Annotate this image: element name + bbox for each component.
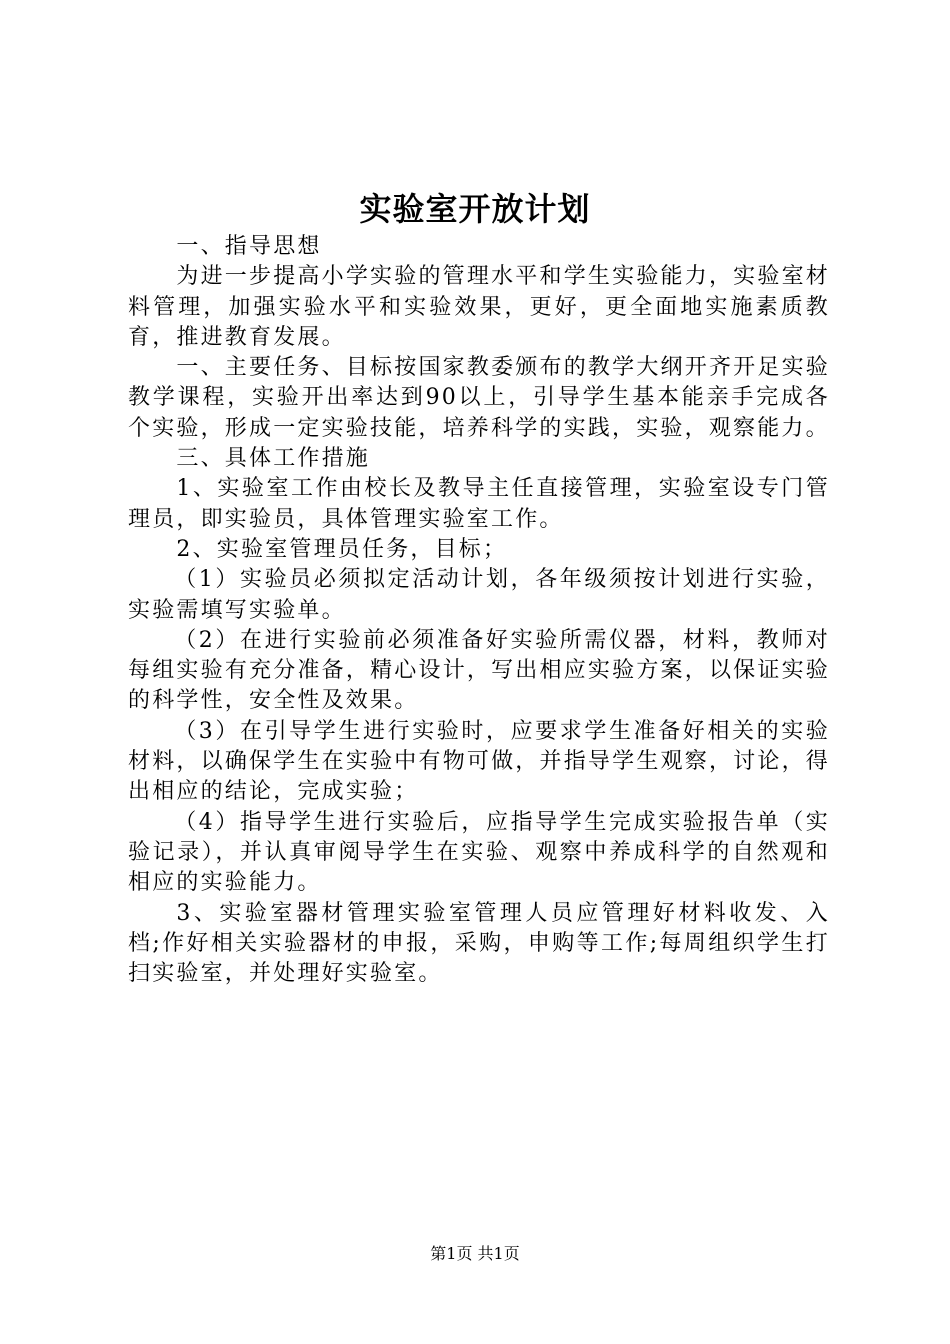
paragraph-measure-2: 2、实验室管理员任务，目标； — [176, 536, 508, 562]
section-heading-guiding-thought: 一、指导思想 — [176, 234, 322, 259]
paragraph-measure-3: 3、实验室器材管理实验室管理人员应管理好材料收发、入档;作好相关实验器材的申报，采购，申购等工作;每周组织学生打扫实验室，并处理好实验室。 — [128, 900, 830, 987]
paragraph-item-4: （4）指导学生进行实验后，应指导学生完成实验报告单（实验记录），并认真审阅导学生在实验、观察中养成科学的自然观和相应的实验能力。 — [128, 809, 830, 896]
paragraph-item-1: （1）实验员必须拟定活动计划，各年级须按计划进行实验，实验需填写实验单。 — [128, 567, 830, 623]
paragraph-purpose: 为进一步提高小学实验的管理水平和学生实验能力，实验室材料管理，加强实验水平和实验效果，更好，更全面地实施素质教育，推进教育发展。 — [128, 264, 830, 350]
page-number-footer: 第1页 共1页 — [430, 1244, 520, 1263]
paragraph-item-3: （3）在引导学生进行实验时，应要求学生准备好相关的实验材料，以确保学生在实验中有物可做，并指导学生观察，讨论，得出相应的结论，完成实验； — [128, 718, 830, 805]
paragraph-main-tasks: 一、主要任务、目标按国家教委颁布的教学大纲开齐开足实验教学课程，实验开出率达到90以上，引导学生基本能亲手完成各个实验，形成一定实验技能，培养科学的实践，实验，观察能力。 — [128, 355, 830, 441]
paragraph-measure-1: 1、实验室工作由校长及教导主任直接管理，实验室设专门管理员，即实验员，具体管理实验室工作。 — [128, 476, 830, 532]
section-heading-measures: 三、具体工作措施 — [176, 446, 370, 472]
paragraph-item-2: （2）在进行实验前必须准备好实验所需仪器，材料，教师对每组实验有充分准备，精心设计，写出相应实验方案，以保证实验的科学性，安全性及效果。 — [128, 627, 830, 714]
document-title: 实验室开放计划 — [359, 190, 591, 228]
document-body — [128, 232, 830, 989]
